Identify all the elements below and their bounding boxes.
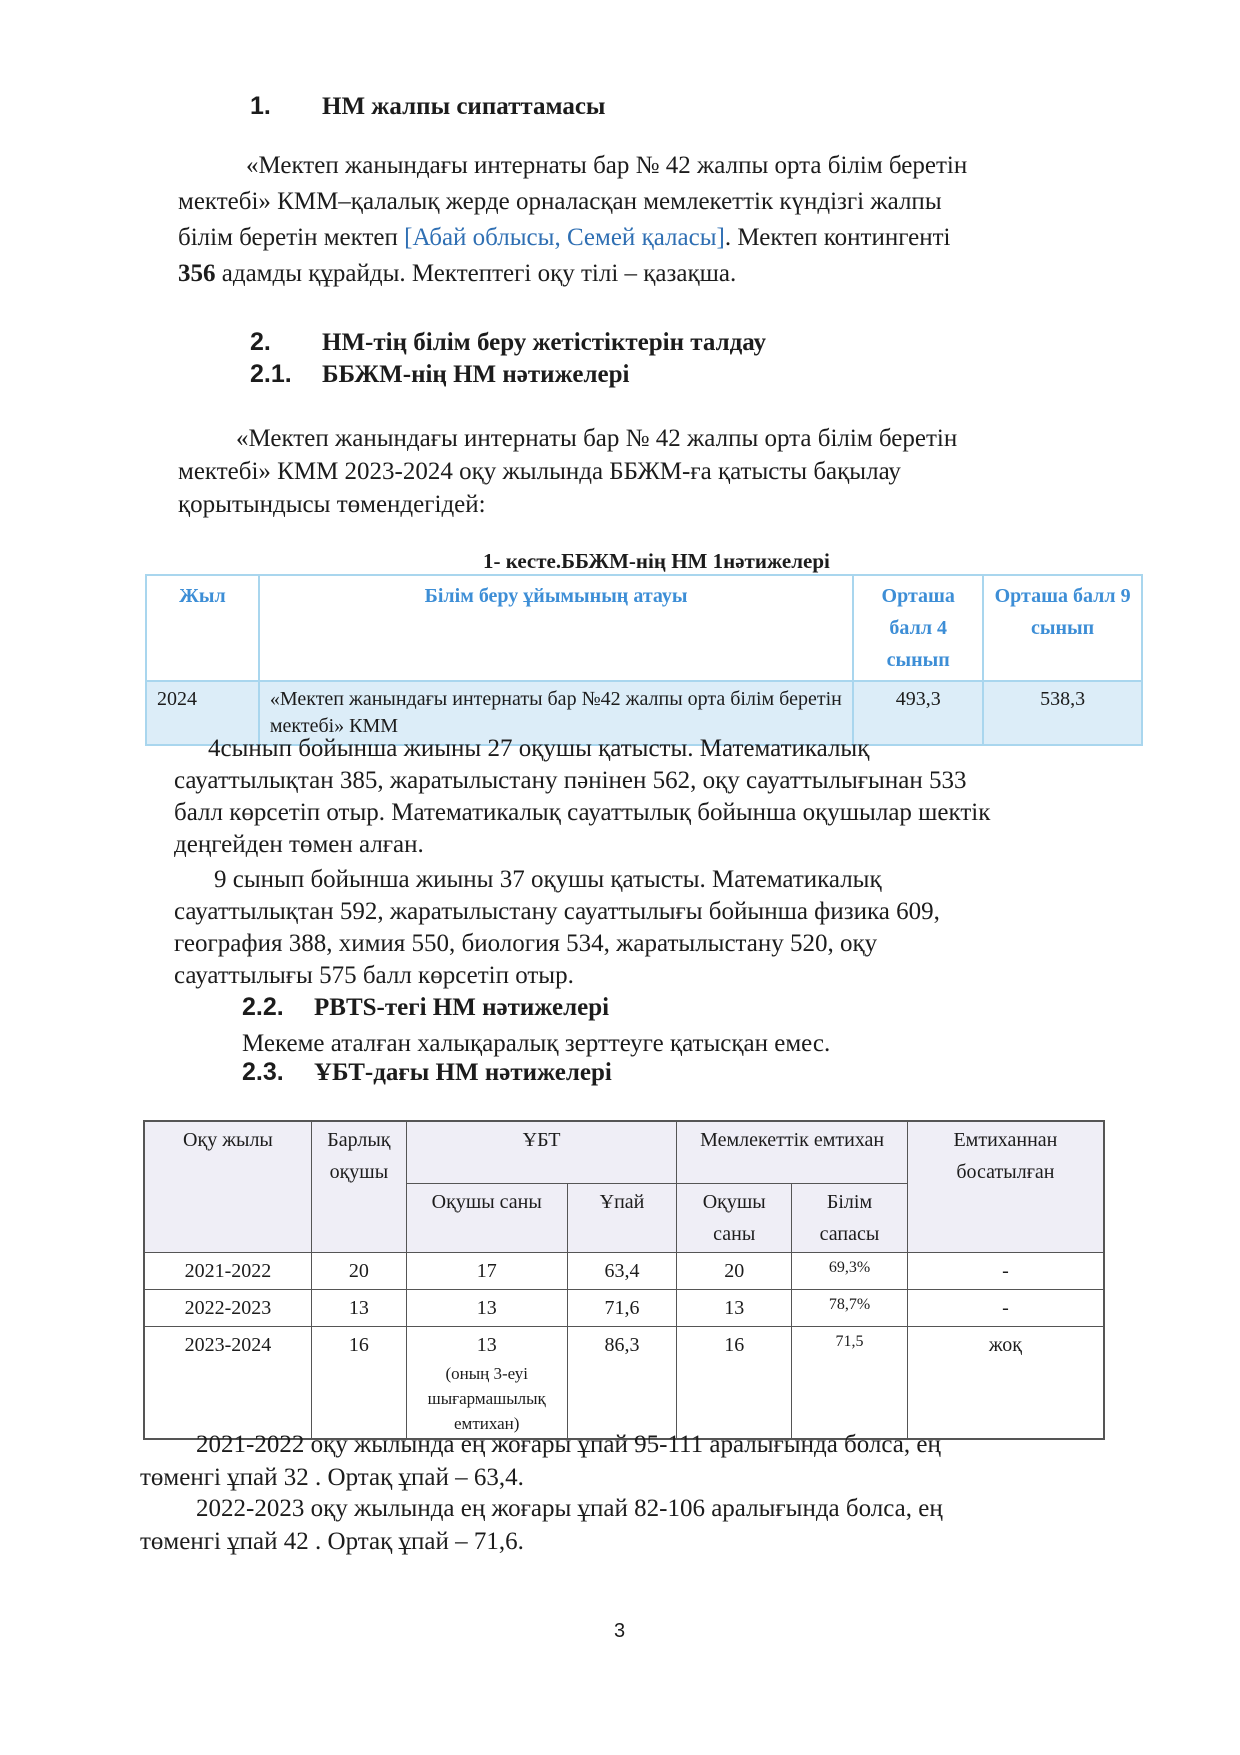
- para-line: «Мектеп жанындағы интернаты бар № 42 жалпы орта білім беретін: [236, 425, 958, 452]
- header-state-students: Оқушы саны: [677, 1183, 792, 1252]
- cell-total: 16: [311, 1326, 406, 1439]
- para-line: «Мектеп жанындағы интернаты бар № 42 жалпы орта білім беретін: [246, 152, 968, 179]
- header-knowledge-quality: Білім сапасы: [792, 1183, 908, 1252]
- para-line: сауаттылықтан 385, жаратылыстану пәнінен 562, оқу сауаттылығынан 533: [174, 767, 967, 794]
- cell-exempt: -: [907, 1252, 1104, 1289]
- ubt-results-table: [143, 1120, 1105, 1440]
- cell-avg9: 538,3: [983, 681, 1142, 745]
- paragraph-2022-2023: [140, 1492, 1106, 1558]
- section-number: 1.: [250, 92, 271, 120]
- cell-ubt-students: 17: [406, 1252, 567, 1289]
- paragraph-grade9: [174, 864, 1112, 992]
- para-line: сауаттылықтан 592, жаратылыстану сауаттылығы бойынша физика 609,: [174, 898, 940, 925]
- table-header-row: [146, 575, 1142, 681]
- cell-score: 71,6: [567, 1289, 677, 1326]
- para-line: мектебі» КММ–қалалық жерде орналасқан мемлекеттік күндізгі жалпы: [178, 188, 942, 215]
- para-line: 2022-2023 оқу жылында ең жоғары ұпай 82-106 аралығында болса, ең: [196, 1495, 943, 1522]
- cell-ubt-students: 13: [406, 1289, 567, 1326]
- para-text: білім беретін мектеп: [178, 224, 405, 251]
- cell-org-name: «Мектеп жанындағы интернаты бар №42 жалпы орта білім беретін мектебі» КММ: [259, 681, 853, 745]
- cell-total: 20: [311, 1252, 406, 1289]
- header-exempt: Емтиханнан босатылған: [907, 1121, 1104, 1252]
- header-state-exam: Мемлекеттік емтихан: [677, 1121, 908, 1183]
- ubt-note: (оның 3-еуі шығармашылық емтихан): [427, 1363, 546, 1433]
- para-line: төменгі ұпай 32 . Ортақ ұпай – 63,4.: [140, 1464, 524, 1491]
- paragraph-2021-2022: [140, 1428, 1106, 1494]
- para-line: сауаттылығы 575 балл көрсетіп отыр.: [174, 962, 574, 989]
- para-line: қорытындысы төмендегідей:: [178, 491, 486, 518]
- para-line: мектебі» КММ 2023-2024 оқу жылында ББЖМ-ға қатысты бақылау: [178, 458, 901, 485]
- paragraph-bbzhm: [178, 422, 1112, 521]
- para-text: адамды құрайды. Мектептегі оқу тілі – қазақша.: [215, 260, 737, 287]
- cell-avg4: 493,3: [853, 681, 983, 745]
- paragraph-grade4: [174, 733, 1112, 861]
- section-2-1-heading: [250, 360, 629, 389]
- para-line: 4сынып бойынша жиыны 27 оқушы қатысты. Математикалық: [208, 735, 870, 762]
- cell-exempt: -: [907, 1289, 1104, 1326]
- bbzhm-results-table: [145, 574, 1143, 746]
- para-line: 2021-2022 оқу жылында ең жоғары ұпай 95-111 аралығында болса, ең: [196, 1431, 941, 1458]
- cell-state-students: 13: [677, 1289, 792, 1326]
- table-row: [144, 1252, 1104, 1289]
- contingent-number: 356: [178, 260, 216, 287]
- table-row: [144, 1326, 1104, 1439]
- cell-year: 2023-2024: [144, 1326, 311, 1439]
- header-year: Жыл: [146, 575, 259, 681]
- header-org-name: Білім беру ұйымының атауы: [259, 575, 853, 681]
- section-1-heading: [250, 92, 605, 121]
- para-line: балл көрсетіп отыр. Математикалық сауаттылық бойынша оқушылар шектік: [174, 799, 991, 826]
- section-2-heading: [250, 328, 766, 357]
- para-line: 9 сынып бойынша жиыны 37 оқушы қатысты. Математикалық: [214, 866, 882, 893]
- cell-total: 13: [311, 1289, 406, 1326]
- para-line: [178, 256, 1084, 292]
- header-ubt-score: Ұпай: [567, 1183, 677, 1252]
- cell-score: 86,3: [567, 1326, 677, 1439]
- para-line: төменгі ұпай 42 . Ортақ ұпай – 71,6.: [140, 1528, 524, 1555]
- cell-exempt: жоқ: [907, 1326, 1104, 1439]
- cell-ubt-students-with-note: [406, 1326, 567, 1439]
- header-ubt-students: Оқушы саны: [406, 1183, 567, 1252]
- para-line: деңгейден төмен алған.: [174, 831, 424, 858]
- table-row: [144, 1289, 1104, 1326]
- para-text: . Мектеп контингенті: [724, 224, 951, 251]
- section-number: 2.2.: [242, 993, 284, 1021]
- location-link[interactable]: [Абай облысы, Семей қаласы]: [404, 224, 725, 251]
- table-1-caption: 1- кесте.ББЖМ-нің НМ 1нәтижелері: [483, 549, 830, 573]
- header-year: Оқу жылы: [144, 1121, 311, 1252]
- paragraph-general: [178, 148, 1084, 292]
- table-header-row: [144, 1121, 1104, 1183]
- page-number: 3: [614, 1620, 626, 1642]
- ubt-students-value: 13: [476, 1333, 497, 1356]
- cell-state-students: 20: [677, 1252, 792, 1289]
- section-2-3-heading: [242, 1058, 612, 1087]
- cell-score: 63,4: [567, 1252, 677, 1289]
- section-title: НМ жалпы сипаттамасы: [322, 93, 606, 120]
- paragraph-pbts: Мекеме аталған халықаралық зерттеуге қатысқан емес.: [242, 1030, 831, 1057]
- header-avg-grade9: Орташа балл 9 сынып: [983, 575, 1142, 681]
- cell-year: 2021-2022: [144, 1252, 311, 1289]
- section-number: 2.1.: [250, 360, 292, 388]
- cell-quality: 71,5: [792, 1326, 908, 1439]
- section-number: 2.3.: [242, 1058, 284, 1086]
- section-title: PBTS-тегі НМ нәтижелері: [314, 994, 610, 1021]
- para-line: [178, 220, 1084, 256]
- cell-year: 2022-2023: [144, 1289, 311, 1326]
- header-ubt: ҰБТ: [406, 1121, 677, 1183]
- section-2-2-heading: [242, 993, 609, 1022]
- para-line: география 388, химия 550, биология 534, жаратылыстану 520, оқу: [174, 930, 878, 957]
- cell-year: 2024: [146, 681, 259, 745]
- cell-quality: 69,3%: [792, 1252, 908, 1289]
- section-number: 2.: [250, 328, 271, 356]
- header-avg-grade4: Орташа балл 4 сынып: [853, 575, 983, 681]
- cell-state-students: 16: [677, 1326, 792, 1439]
- section-title: ББЖМ-нің НМ нәтижелері: [322, 361, 630, 388]
- section-title: ҰБТ-дағы НМ нәтижелері: [314, 1059, 612, 1086]
- header-total-students: Барлық оқушы: [311, 1121, 406, 1252]
- section-title: НМ-тің білім беру жетістіктерін талдау: [322, 329, 766, 356]
- cell-quality: 78,7%: [792, 1289, 908, 1326]
